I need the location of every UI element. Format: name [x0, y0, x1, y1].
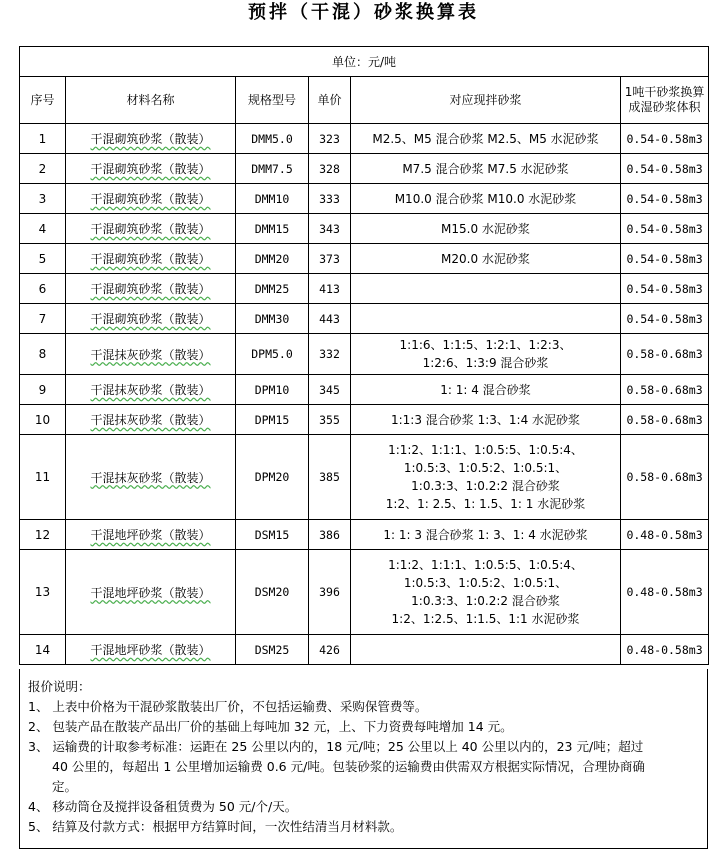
header-mix: 对应现拌砂浆: [351, 77, 621, 124]
row-volume: 0.58-0.68m3: [621, 334, 709, 375]
row-mix-line: 1:2:6、1:3:9 混合砂浆: [422, 356, 549, 370]
row-spec: DMM30: [236, 304, 309, 334]
row-material-label: 干混地坪砂浆（散装）: [90, 528, 211, 542]
row-price: 373: [309, 244, 351, 274]
row-material: [66, 274, 236, 304]
row-material: [66, 244, 236, 274]
notes-heading: 报价说明：: [28, 679, 91, 694]
row-material-label: 干混抹灰砂浆（散装）: [90, 413, 211, 427]
note-item: 40 公里的，每超出 1 公里增加运输费 0.6 元/吨。包装砂浆的运输费由供需双方根据实际情况，合理协商确: [52, 759, 645, 774]
row-spec: DSM25: [236, 635, 309, 665]
row-volume: 0.54-0.58m3: [621, 304, 709, 334]
row-price: 396: [309, 550, 351, 635]
row-price: 343: [309, 214, 351, 244]
row-mix: [351, 124, 621, 154]
row-seq: 13: [20, 550, 66, 635]
row-seq: 2: [20, 154, 66, 184]
header-price: 单价: [309, 77, 351, 124]
row-seq: 12: [20, 520, 66, 550]
row-mix: [351, 244, 621, 274]
table-row: [20, 244, 709, 274]
row-volume: 0.54-0.58m3: [621, 124, 709, 154]
row-volume: 0.58-0.68m3: [621, 405, 709, 435]
row-price: 443: [309, 304, 351, 334]
row-mix-line: 1:0.5:3、1:0.5:2、1:0.5:1、: [403, 576, 568, 590]
header-row: [20, 77, 709, 124]
row-material-label: 干混砌筑砂浆（散装）: [90, 312, 211, 326]
row-material: [66, 154, 236, 184]
row-price: 385: [309, 435, 351, 520]
row-mix-line: 1:1:2、1:1:1、1:0.5:5、1:0.5:4、: [388, 443, 583, 457]
row-mix-line: 1:1:6、1:1:5、1:2:1、1:2:3、: [399, 338, 572, 352]
row-mix: [351, 550, 621, 635]
row-mix: [351, 214, 621, 244]
row-mix-line: M20.0 水泥砂浆: [441, 251, 530, 266]
table-row: [20, 304, 709, 334]
row-spec: DPM20: [236, 435, 309, 520]
row-mix-line: M10.0 混合砂浆 M10.0 水泥砂浆: [394, 191, 577, 206]
note-item: 5、 结算及付款方式：根据甲方结算时间，一次性结清当月材料款。: [28, 819, 403, 834]
row-mix: [351, 334, 621, 375]
row-seq: 11: [20, 435, 66, 520]
row-material-label: 干混砌筑砂浆（散装）: [90, 192, 211, 206]
row-mix-line: 1:2、1: 2.5、1: 1.5、1: 1 水泥砂浆: [385, 497, 586, 511]
row-material-label: 干混砌筑砂浆（散装）: [90, 222, 211, 236]
row-volume: 0.58-0.68m3: [621, 375, 709, 405]
row-volume: 0.58-0.68m3: [621, 435, 709, 520]
row-mix: [351, 635, 621, 665]
row-volume: 0.54-0.58m3: [621, 184, 709, 214]
row-spec: DMM25: [236, 274, 309, 304]
row-material: [66, 405, 236, 435]
row-mix-line: M15.0 水泥砂浆: [441, 221, 530, 236]
row-material-label: 干混砌筑砂浆（散装）: [90, 132, 211, 146]
note-item: 3、 运输费的计取参考标准：运距在 25 公里以内的，18 元/吨；25 公里以上 40 公里以内的，23 元/吨；超过: [28, 739, 644, 754]
table-row: [20, 375, 709, 405]
row-volume: 0.48-0.58m3: [621, 550, 709, 635]
header-material: 材料名称: [66, 77, 236, 124]
header-volume-line2: 成湿砂浆体积: [628, 100, 701, 114]
row-price: 426: [309, 635, 351, 665]
table-row: [20, 520, 709, 550]
row-mix: [351, 184, 621, 214]
note-item: 1、 上表中价格为干混砂浆散装出厂价，不包括运输费、采购保管费等。: [28, 699, 428, 714]
table-row: [20, 405, 709, 435]
row-seq: 4: [20, 214, 66, 244]
row-price: 328: [309, 154, 351, 184]
row-spec: DPM10: [236, 375, 309, 405]
row-mix: [351, 375, 621, 405]
row-volume: 0.48-0.58m3: [621, 635, 709, 665]
note-item: 定。: [52, 779, 78, 794]
header-volume-line1: 1吨干砂浆换算: [624, 85, 705, 99]
table-row: [20, 274, 709, 304]
row-seq: 14: [20, 635, 66, 665]
row-price: 355: [309, 405, 351, 435]
row-mix-line: 1:0.3:3、1:0.2:2 混合砂浆: [411, 594, 560, 608]
header-seq: 序号: [20, 77, 66, 124]
row-volume: 0.54-0.58m3: [621, 214, 709, 244]
row-material-label: 干混地坪砂浆（散装）: [90, 585, 211, 600]
row-material: [66, 184, 236, 214]
table-row: [20, 550, 709, 635]
row-material-label: 干混砌筑砂浆（散装）: [90, 252, 211, 266]
row-mix-line: 1:2、1:2.5、1:1.5、1:1 水泥砂浆: [391, 612, 580, 626]
row-spec: DMM7.5: [236, 154, 309, 184]
row-spec: DPM15: [236, 405, 309, 435]
row-material-label: 干混抹灰砂浆（散装）: [90, 347, 211, 362]
row-mix-line: M7.5 混合砂浆 M7.5 水泥砂浆: [402, 161, 569, 176]
row-mix-line: 1:1:3 混合砂浆 1:3、1:4 水泥砂浆: [390, 412, 581, 427]
row-seq: 3: [20, 184, 66, 214]
row-material: [66, 334, 236, 375]
row-mix: [351, 405, 621, 435]
row-mix-line: 1:1:2、1:1:1、1:0.5:5、1:0.5:4、: [388, 558, 583, 572]
row-volume: 0.54-0.58m3: [621, 274, 709, 304]
note-item: 2、 包装产品在散装产品出厂价的基础上每吨加 32 元，上、下力资费每吨增加 14 元。: [28, 719, 513, 734]
row-spec: DMM5.0: [236, 124, 309, 154]
row-material-label: 干混抹灰砂浆（散装）: [90, 383, 211, 397]
row-seq: 6: [20, 274, 66, 304]
row-material: [66, 304, 236, 334]
row-price: 332: [309, 334, 351, 375]
row-spec: DMM15: [236, 214, 309, 244]
row-material-label: 干混抹灰砂浆（散装）: [90, 470, 211, 485]
row-price: 323: [309, 124, 351, 154]
row-spec: DMM10: [236, 184, 309, 214]
notes-section: [19, 669, 708, 849]
row-mix-line: 1:0.5:3、1:0.5:2、1:0.5:1、: [403, 461, 568, 475]
row-material: [66, 124, 236, 154]
row-volume: 0.54-0.58m3: [621, 154, 709, 184]
row-material-label: 干混地坪砂浆（散装）: [90, 643, 211, 657]
row-material: [66, 435, 236, 520]
table-row: [20, 635, 709, 665]
row-mix: [351, 304, 621, 334]
row-mix: [351, 435, 621, 520]
page-title: 预拌（干混）砂浆换算表: [248, 2, 479, 23]
row-material: [66, 375, 236, 405]
row-mix: [351, 154, 621, 184]
header-spec: 规格型号: [236, 77, 309, 124]
row-material: [66, 635, 236, 665]
row-spec: DPM5.0: [236, 334, 309, 375]
row-material: [66, 214, 236, 244]
row-seq: 10: [20, 405, 66, 435]
table-row: [20, 214, 709, 244]
table-row: [20, 435, 709, 520]
conversion-table: [19, 46, 709, 665]
row-mix-line: 1: 1: 3 混合砂浆 1: 3、1: 4 水泥砂浆: [383, 527, 588, 542]
row-volume: 0.48-0.58m3: [621, 520, 709, 550]
unit-label: 单位：元/吨: [20, 47, 709, 77]
row-seq: 1: [20, 124, 66, 154]
row-mix-line: 1: 1: 4 混合砂浆: [440, 382, 531, 397]
row-spec: DSM15: [236, 520, 309, 550]
row-seq: 7: [20, 304, 66, 334]
header-volume: [621, 77, 709, 124]
row-mix: [351, 520, 621, 550]
row-volume: 0.54-0.58m3: [621, 244, 709, 274]
row-material-label: 干混砌筑砂浆（散装）: [90, 162, 211, 176]
table-row: [20, 124, 709, 154]
row-mix-line: M2.5、M5 混合砂浆 M2.5、M5 水泥砂浆: [372, 131, 599, 146]
row-seq: 9: [20, 375, 66, 405]
row-price: 413: [309, 274, 351, 304]
row-spec: DMM20: [236, 244, 309, 274]
row-mix: [351, 274, 621, 304]
row-price: 333: [309, 184, 351, 214]
row-price: 386: [309, 520, 351, 550]
row-material: [66, 550, 236, 635]
row-price: 345: [309, 375, 351, 405]
table-row: [20, 154, 709, 184]
row-material-label: 干混砌筑砂浆（散装）: [90, 282, 211, 296]
row-spec: DSM20: [236, 550, 309, 635]
row-mix-line: 1:0.3:3、1:0.2:2 混合砂浆: [411, 479, 560, 493]
row-material: [66, 520, 236, 550]
row-seq: 5: [20, 244, 66, 274]
row-seq: 8: [20, 334, 66, 375]
table-row: [20, 334, 709, 375]
note-item: 4、 移动筒仓及搅拌设备租赁费为 50 元/个/天。: [28, 799, 298, 814]
table-row: [20, 184, 709, 214]
